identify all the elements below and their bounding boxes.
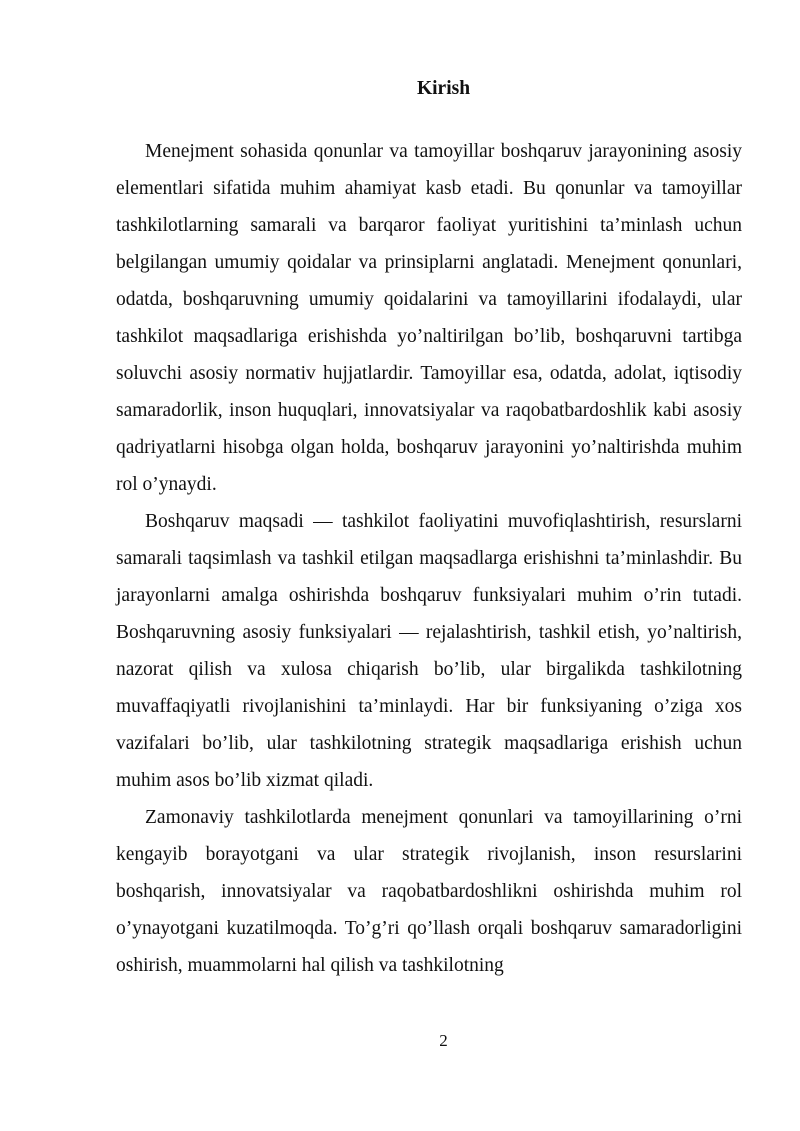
- paragraph-intro: Menejment sohasida qonunlar va tamoyillar boshqaruv jarayonining asosiy elementlari sifatida muhim ahamiyat kasb etadi. Bu qonunlar va tamoyillar tashkilotlarning samarali va barqaror faoliyat yuritishini ta’minlash uchun belgilangan umumiy qoidalar va prinsiplarni anglatadi. Menejment qonunlari, odatda, boshqaruvning umumiy qoidalarini va tamoyillarini ifodalaydi, ular tashkilot maqsadlariga erishishda yo’naltirilgan bo’lib, boshqaruvni tartibga soluvchi asosiy normativ hujjatlardir. Tamoyillar esa, odatda, adolat, iqtisodiy samaradorlik, inson huquqlari, innovatsiyalar va raqobatbardoshlik kabi asosiy qadriyatlarni hisobga olgan holda, boshqaruv jarayonini yo’naltirishda muhim rol o’ynaydi.: [116, 141, 742, 495]
- paragraph-management-goal: Boshqaruv maqsadi — tashkilot faoliyatini muvofiqlashtirish, resurslarni samarali taqsimlash va tashkil etilgan maqsadlarga erishishni ta’minlashdir. Bu jarayonlarni amalga oshirishda boshqaruv funksiyalari muhim o’rin tutadi. Boshqaruvning asosiy funksiyalari — rejalashtirish, tashkil etish, yo’naltirish, nazorat qilish va xulosa chiqarish bo’lib, ular birgalikda tashkilotning muvaffaqiyatli rivojlanishini ta’minlaydi. Har bir funksiyaning o’ziga xos vazifalari bo’lib, ular tashkilotning strategik maqsadlariga erishish uchun muhim asos bo’lib xizmat qiladi.: [116, 511, 742, 791]
- section-title: Kirish: [416, 78, 471, 99]
- paragraph-modern-organizations: Zamonaviy tashkilotlarda menejment qonunlari va tamoyillarining o’rni kengayib borayotgani va ular strategik rivojlanish, inson resurslarini boshqarish, innovatsiyalar va raqobatbardoshlikni oshirishda muhim rol o’ynayotgani kuzatilmoqda. To’g’ri qo’llash orqali boshqaruv samaradorligini oshirish, muammolarni hal qilish va tashkilotning: [116, 807, 742, 976]
- page-number: 2: [439, 1031, 448, 1050]
- body-text: [116, 133, 742, 984]
